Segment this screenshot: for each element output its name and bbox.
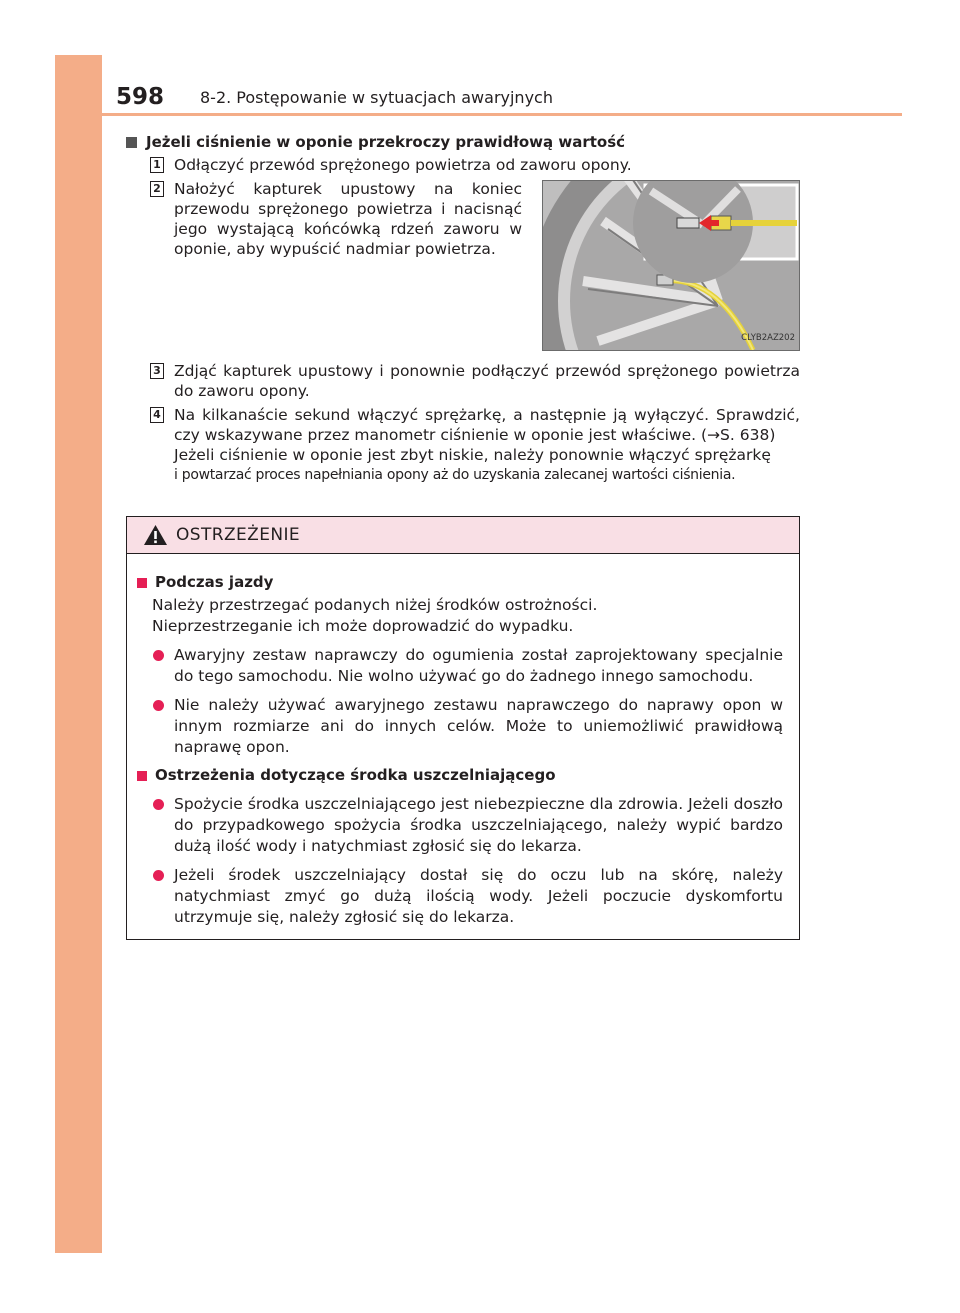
warning-bullet-text: Jeżeli środek uszczelniający dostał się do oczu lub na skórę, należy natychmiast zmyć go dużą ilością wody. Jeżeli poczucie dyskomfortu utrzymuje się, należy zgłosić się do lekarza. [174, 866, 783, 926]
warning-box [126, 516, 800, 940]
warning-heading-text: Podczas jazdy [155, 573, 274, 591]
square-bullet-icon [137, 578, 147, 588]
step-number: 2 [150, 181, 164, 197]
round-bullet-icon [153, 700, 164, 711]
square-bullet-icon [126, 137, 137, 148]
chapter-side-tab [55, 55, 102, 1253]
step-number: 1 [150, 157, 164, 173]
warning-heading-text: Ostrzeżenia dotyczące środka uszczelniającego [155, 766, 556, 784]
procedure-heading [126, 132, 800, 152]
page-number: 598 [116, 84, 165, 110]
step-text: Odłączyć przewód sprężonego powietrza od zaworu opony. [174, 156, 632, 174]
warning-title: OSTRZEŻENIE [176, 525, 301, 545]
tire-wheel-illustration [543, 181, 799, 350]
warning-body [127, 554, 799, 928]
step-number: 4 [150, 407, 164, 423]
step-note: i powtarzać proces napełniania opony aż do uzyskania zalecanej wartości ciśnienia. [174, 467, 736, 483]
step-2 [126, 179, 800, 351]
section-title: 8-2. Postępowanie w sytuacjach awaryjnych [200, 88, 553, 107]
warning-heading-driving [137, 572, 783, 593]
warning-bullet [137, 645, 783, 687]
illustration-code: CLYB2AZ202 [741, 333, 795, 343]
warning-heading-sealant [137, 765, 783, 786]
step-note: Jeżeli ciśnienie w oponie jest zbyt niskie, należy ponownie włączyć sprężarkę [174, 446, 771, 464]
arrow-right-icon: → [707, 426, 721, 444]
step-text: Nałożyć kapturek upustowy na koniec przewodu sprężonego powietrza i nacisnąć jego wystającą końcówką rdzeń zaworu w oponie, aby wypuścić nadmiar powietrza. [174, 180, 522, 258]
procedure-section [126, 132, 800, 489]
round-bullet-icon [153, 799, 164, 810]
header-rule [102, 113, 902, 116]
page-reference-link[interactable]: S. 638) [720, 426, 776, 444]
warning-bullet [137, 794, 783, 857]
tire-valve-illustration [542, 180, 800, 351]
warning-intro: Nieprzestrzeganie ich może doprowadzić do wypadku. [152, 617, 574, 635]
warning-bullet-text: Nie należy używać awaryjnego zestawu naprawczego do naprawy opon w innym rozmiarze ani do innych celów. Może to uniemożliwić prawidłową naprawę opon. [174, 696, 783, 756]
warning-intro: Należy przestrzegać podanych niżej środków ostrożności. [152, 596, 598, 614]
step-4 [126, 405, 800, 485]
warning-bullet [137, 695, 783, 758]
warning-header [127, 517, 799, 554]
warning-triangle-icon [143, 524, 168, 546]
warning-bullet [137, 865, 783, 928]
warning-bullet-text: Awaryjny zestaw naprawczy do ogumienia został zaprojektowany specjalnie do tego samochodu. Nie wolno używać go do żadnego innego samochodu. [174, 646, 783, 685]
step-number: 3 [150, 363, 164, 379]
step-text: Zdjąć kapturek upustowy i ponownie podłączyć przewód sprężonego powietrza do zaworu opony. [174, 362, 800, 400]
warning-bullet-text: Spożycie środka uszczelniającego jest niebezpieczne dla zdrowia. Jeżeli doszło do przypadkowego spożycia środka uszczelniającego, należy wypić bardzo dużą ilość wody i natychmiast zgłosić się do lekarza. [174, 795, 783, 855]
square-bullet-icon [137, 771, 147, 781]
round-bullet-icon [153, 650, 164, 661]
procedure-heading-text: Jeżeli ciśnienie w oponie przekroczy prawidłową wartość [146, 133, 626, 151]
step-1 [126, 155, 800, 175]
round-bullet-icon [153, 870, 164, 881]
step-3 [126, 361, 800, 401]
step-text: Na kilkanaście sekund włączyć sprężarkę, a następnie ją wyłączyć. Sprawdzić, czy wskazywane przez manometr ciśnienie w oponie jest właściwe. ( [174, 406, 800, 444]
